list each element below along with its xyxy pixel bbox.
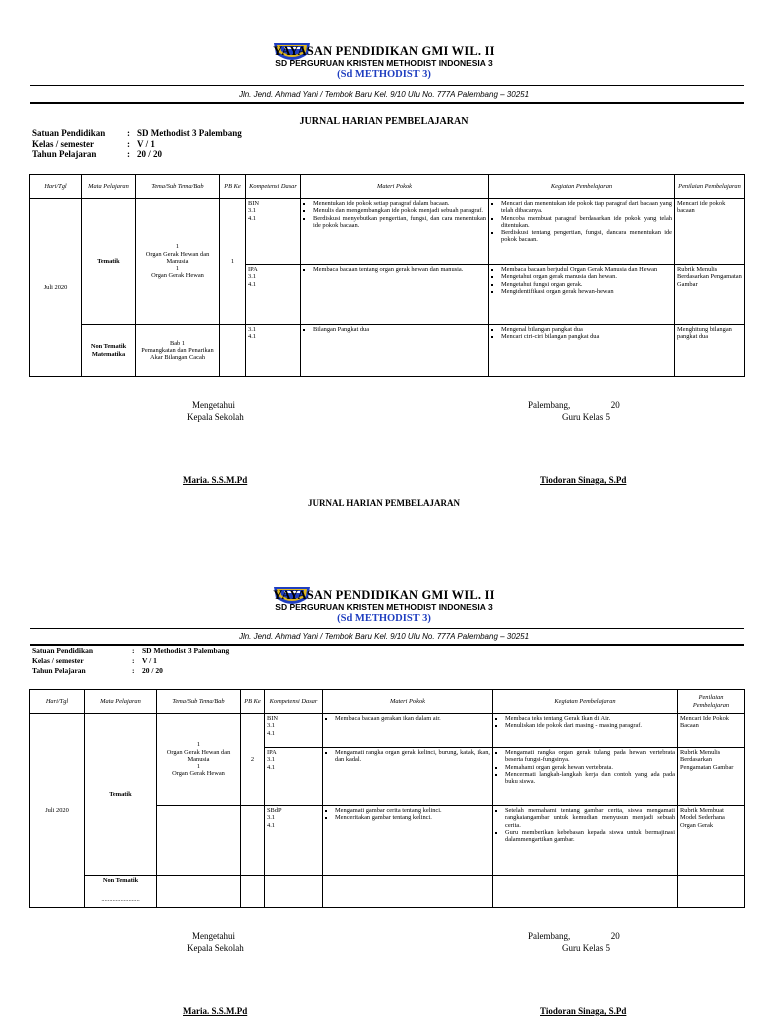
sig-right-line2: Guru Kelas 5: [562, 943, 610, 953]
kd-cell: SBdP 3.1 4.1: [265, 806, 323, 876]
theme-cell: 1 Organ Gerak Hewan dan Manusia 1 Organ Gerak Hewan: [136, 199, 220, 325]
penilaian-cell: Mencari ide pokok bacaan: [675, 199, 745, 265]
column-header: Mata Pelajaran: [82, 175, 136, 199]
non-tematik-label: Non Tematik: [102, 877, 139, 884]
kegiatan-cell: [489, 265, 675, 325]
materi-list: [303, 266, 486, 273]
materi-list: [303, 200, 486, 229]
kegiatan-cell: [493, 748, 678, 806]
materi-cell: [323, 806, 493, 876]
table-row: [30, 876, 745, 908]
teacher-name: Tiodoran Sinaga, S.Pd: [540, 1006, 627, 1016]
column-header: PB Ke: [241, 690, 265, 714]
kegiatan-list: [491, 326, 672, 341]
header-rule-2: [30, 628, 744, 629]
org-line-3: (Sd METHODIST 3): [337, 69, 431, 80]
materi-cell: [323, 714, 493, 748]
meta-row: Tahun Pelajaran : 20 / 20: [32, 666, 163, 675]
org-line-2: SD PERGURUAN KRISTEN METHODIST INDONESIA 3: [275, 58, 493, 68]
kegiatan-list: [491, 266, 672, 295]
pb-cell: [241, 876, 265, 908]
bullet-item: ▪ Berdiskusi menyebutkan pengertian, fungsi, dan cara menentukan ide pokok bacaan.: [313, 215, 486, 230]
dotted-placeholder: ........................: [101, 896, 140, 904]
bullet-item: ▪ Guru memberikan kebebasan kepada siswa untuk bermajinasi dalammengartikan gambar.: [505, 829, 675, 844]
pb-cell: [241, 806, 265, 876]
sig-left-line2: Kepala Sekolah: [187, 943, 244, 953]
kd-cell: BIN 3.1 4.1: [246, 199, 301, 265]
sig-right-line1: Palembang, 20: [528, 931, 620, 941]
materi-cell: [301, 199, 489, 265]
theme-cell: [157, 876, 241, 908]
pb-cell: [220, 325, 246, 377]
bullet-item: ▪ Membaca bacaan tentang organ gerak hewan dan manusia.: [313, 266, 486, 273]
penilaian-cell: Mencari Ide Pokok Bacaan: [678, 714, 745, 748]
materi-list: [325, 807, 490, 822]
penilaian-cell: Menghitung bilangan pangkat dua: [675, 325, 745, 377]
kd-cell: [265, 876, 323, 908]
materi-cell: [323, 876, 493, 908]
principal-name: Maria. S.S.M.Pd: [183, 475, 248, 485]
kegiatan-cell: [493, 806, 678, 876]
column-header: Hari/Tgl: [30, 175, 82, 199]
bullet-item: ▪ Mengamati rangka organ gerak kelinci, burung, katak, ikan, dan kadal.: [335, 749, 490, 764]
org-line-2: SD PERGURUAN KRISTEN METHODIST INDONESIA 3: [275, 602, 493, 612]
column-header: Kompetensi Dasar: [265, 690, 323, 714]
header-rule-1: [30, 85, 744, 86]
bullet-item: ▪ Menceritakan gambar tentang kelinci.: [335, 814, 490, 821]
kd-cell: 3.1 4.1: [246, 325, 301, 377]
journal-table-2: [29, 689, 745, 908]
kegiatan-list: [495, 749, 675, 785]
kegiatan-list: [495, 715, 675, 730]
principal-name: Maria. S.S.M.Pd: [183, 1006, 248, 1016]
kegiatan-cell: [489, 325, 675, 377]
org-line-3: (Sd METHODIST 3): [337, 613, 431, 624]
address-2: Jln. Jend. Ahmad Yani / Tembok Baru Kel. 9/10 Ulu No. 777A Palembang – 30251: [238, 632, 530, 641]
bullet-item: ▪ Bilangan Pangkat dua: [313, 326, 486, 333]
header-rule-1b: [30, 102, 744, 104]
bullet-item: ▪ Berdiskusi tentang pengertian, fungsi, dancara menentukan ide pokok bacaan.: [501, 229, 672, 244]
materi-list: [325, 749, 490, 764]
sig-left-line1: Mengetahui: [192, 400, 235, 410]
materi-cell: [301, 265, 489, 325]
table-row: [30, 199, 745, 265]
subject-cell: Tematik: [85, 714, 157, 876]
bullet-item: ▪ Membaca bacaan berjudul Organ Gerak Manusia dan Hewan: [501, 266, 672, 273]
address-1: Jln. Jend. Ahmad Yani / Tembok Baru Kel. 9/10 Ulu No. 777A Palembang – 30251: [238, 90, 530, 99]
table-header-row: [30, 175, 745, 199]
kd-cell: IPA 3.1 4.1: [246, 265, 301, 325]
org-line-1: YAYASAN PENDIDIKAN GMI WIL. II: [273, 44, 495, 58]
pb-cell: 2: [241, 714, 265, 806]
column-header: Hari/Tgl: [30, 690, 85, 714]
meta-block-1: [32, 128, 242, 160]
theme-cell: [157, 806, 241, 876]
column-header: PB Ke: [220, 175, 246, 199]
bullet-item: ▪ Mengidentifikasi organ gerak hewan-hewan: [501, 288, 672, 295]
org-line-1: YAYASAN PENDIDIKAN GMI WIL. II: [273, 588, 495, 602]
bullet-item: ▪ Mengamati rangka organ gerak tulang pada hewan vertebrata beserta fungsi-fungsinya.: [505, 749, 675, 764]
bullet-item: ▪ Mengenal bilangan pangkat dua: [501, 326, 672, 333]
theme-cell: 1 Organ Gerak Hewan dan Manusia 1 Organ Gerak Hewan: [157, 714, 241, 806]
table-row: [30, 714, 745, 748]
column-header: Kegiatan Pembelajaran: [493, 690, 678, 714]
subject-cell: [85, 876, 157, 908]
materi-list: [303, 326, 486, 333]
kd-cell: IPA 3.1 4.1: [265, 748, 323, 806]
bullet-item: ▪ Menulis dan mengembangkan ide pokok menjadi sebuah paragraf.: [313, 207, 486, 214]
subject-cell: Tematik: [82, 199, 136, 325]
bullet-item: ▪ Mencari ciri-ciri bilangan pangkat dua: [501, 333, 672, 340]
bullet-item: ▪ Setelah memahami tentang gambar cerita, siswa mengamati rangkaiangambar untuk kemudian menyusun menjadi sebuah cerita.: [505, 807, 675, 829]
journal-table-1: [29, 174, 745, 377]
column-header: Tema/Sub Tema/Bab: [157, 690, 241, 714]
table-header-row: [30, 690, 745, 714]
bullet-item: ▪ Mengetahui fungsi organ gerak.: [501, 281, 672, 288]
penilaian-cell: Rubrik Menulis Berdasarkan Pengamatan Gambar: [675, 265, 745, 325]
penilaian-cell: Rubrik Membuat Model Sederhana Organ Gerak: [678, 806, 745, 876]
date-cell: Juli 2020: [30, 714, 85, 908]
materi-cell: [301, 325, 489, 377]
journal-title-1: JURNAL HARIAN PEMBELAJARAN: [299, 116, 469, 127]
meta-row: Satuan Pendidikan : SD Methodist 3 Palembang: [32, 128, 242, 138]
column-header: Penilaian Pembelajaran: [675, 175, 745, 199]
bullet-item: ▪ Membaca teks tentang Gerak Ikan di Air.: [505, 715, 675, 722]
column-header: Materi Pokok: [323, 690, 493, 714]
sig-left-line2: Kepala Sekolah: [187, 412, 244, 422]
meta-row: Kelas / semester : V / 1: [32, 138, 155, 149]
kegiatan-cell: [489, 199, 675, 265]
bullet-item: ▪ Menuliskan ide pokok dari masing - masing paragraf.: [505, 722, 675, 729]
sig-right-line1: Palembang, 20: [528, 400, 620, 410]
bullet-item: ▪ Mengetahui organ gerak manusia dan hewan.: [501, 273, 672, 280]
bullet-item: ▪ Membaca bacaan gerakan ikan dalam air.: [335, 715, 490, 722]
theme-cell: Bab 1 Pemangkatan dan Penarikan Akar Bilangan Cacah: [136, 325, 220, 377]
pb-cell: 1: [220, 199, 246, 325]
bullet-item: ▪ Memahami organ gerak hewan vertebrata.: [505, 764, 675, 771]
bullet-item: ▪ Mencermati langkah-langkah kerja dan contoh yang ada pada buku siswa.: [505, 771, 675, 786]
column-header: Mata Pelajaran: [85, 690, 157, 714]
column-header: Kegiatan Pembelajaran: [489, 175, 675, 199]
sig-right-line2: Guru Kelas 5: [562, 412, 610, 422]
sig-left-line1: Mengetahui: [192, 931, 235, 941]
column-header: Materi Pokok: [301, 175, 489, 199]
kegiatan-list: [491, 200, 672, 244]
bullet-item: ▪ Mencari dan menentukan ide pokok tiap paragraf dari bacaan yang telah dibacanya.: [501, 200, 672, 215]
penilaian-cell: Rubrik Menulis Berdasarkan Pengamatan Gambar: [678, 748, 745, 806]
kegiatan-cell: [493, 876, 678, 908]
kegiatan-list: [495, 807, 675, 843]
date-cell: Juli 2020: [30, 199, 82, 377]
bullet-item: ▪ Mencoba membuat paragraf berdasarkan ide pokok yang telah ditentukan.: [501, 215, 672, 230]
subject-cell: Non Tematik Matematika: [82, 325, 136, 377]
column-header: Kompetensi Dasar: [246, 175, 301, 199]
teacher-name: Tiodoran Sinaga, S.Pd: [540, 475, 627, 485]
meta-row: Tahun Pelajaran : 20 / 20: [32, 149, 163, 159]
column-header: Tema/Sub Tema/Bab: [136, 175, 220, 199]
column-header: Penilaian Pembelajaran: [678, 690, 745, 714]
materi-cell: [323, 748, 493, 806]
penilaian-cell: [678, 876, 745, 908]
kd-cell: BIN 3.1 4.1: [265, 714, 323, 748]
materi-list: [325, 715, 490, 722]
kegiatan-cell: [493, 714, 678, 748]
meta-row: Satuan Pendidikan : SD Methodist 3 Palembang: [32, 646, 230, 655]
table-row: [30, 325, 745, 377]
meta-block-2: [32, 646, 229, 676]
bullet-item: ▪ Menentukan ide pokok setiap paragraf dalam bacaan.: [313, 200, 486, 207]
bullet-item: ▪ Mengamati gambar cerita tentang kelinci.: [335, 807, 490, 814]
journal-title-2: JURNAL HARIAN PEMBELAJARAN: [307, 498, 460, 508]
meta-row: Kelas / semester : V / 1: [32, 656, 157, 665]
